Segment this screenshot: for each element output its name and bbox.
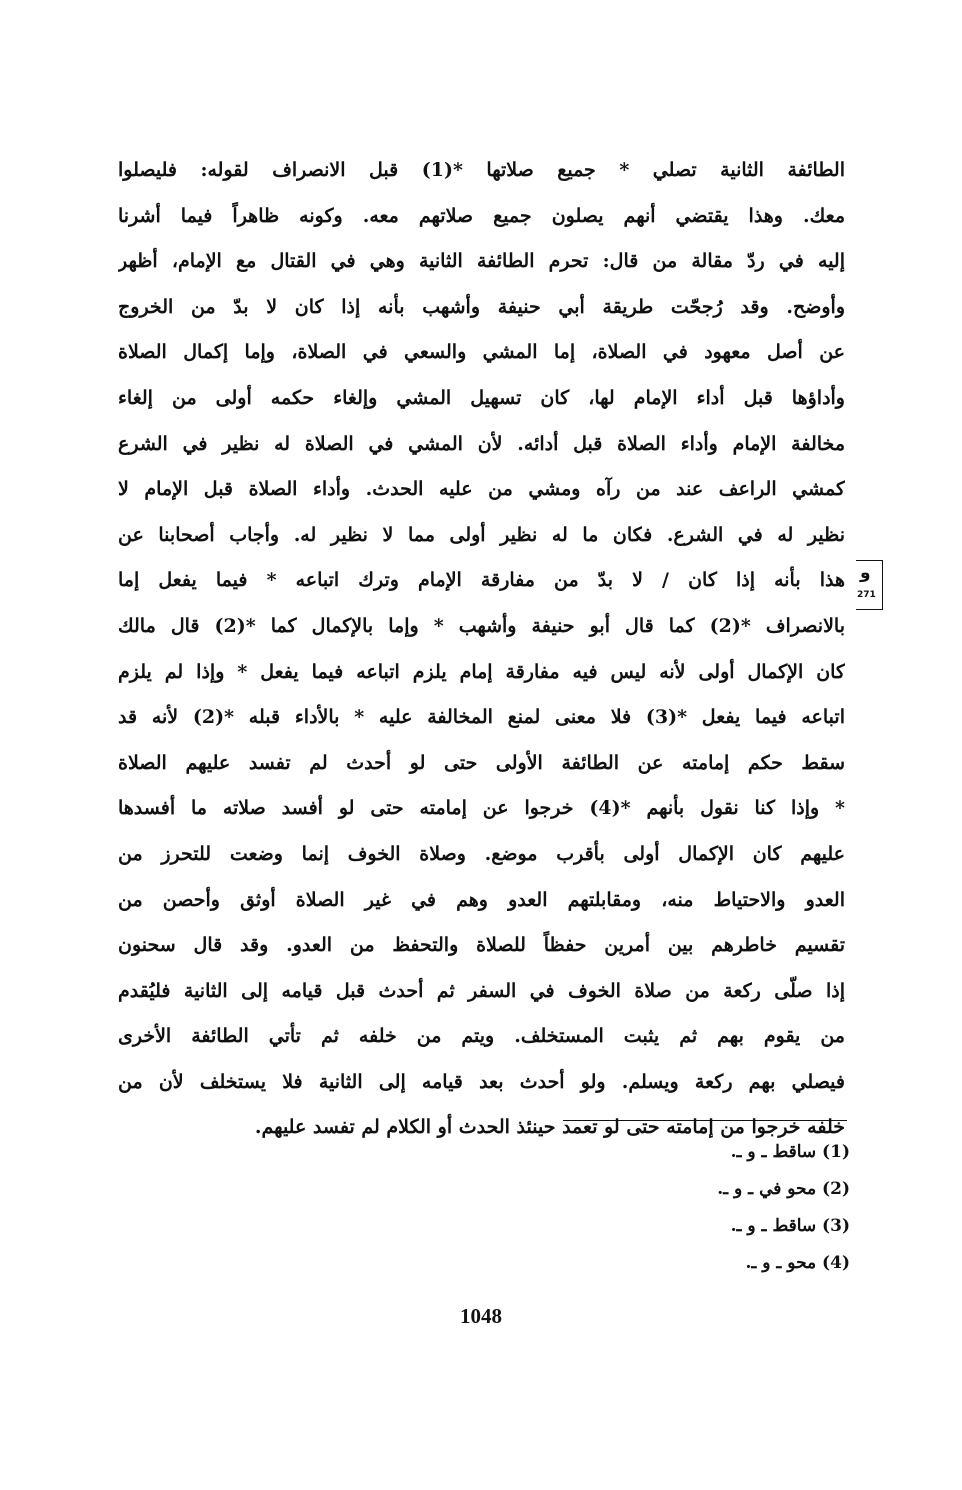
text-line: فيصلي بهم ركعة ويسلم. ولو أحدث بعد قيامه إلى الثانية فلا يستخلف لأن من — [118, 1070, 845, 1093]
text-line: سقط حكم إمامته عن الطائفة الأولى حتى لو أحدث لم تفسد عليهم الصلاة — [118, 751, 845, 774]
text-line: الطائفة الثانية تصلي * جميع صلاتها *(1) قبل الانصراف لقوله: فليصلوا — [118, 159, 845, 181]
text-line: وأداؤها قبل أداء الإمام لها، كان تسهيل المشي وإلغاء حكمه أولى من إلغاء — [118, 386, 845, 409]
manuscript-folio-marker — [856, 560, 883, 610]
text-line: اتباعه فيما يفعل *(3) فلا معنى لمنع المخالفة عليه * بالأداء قبله *(2) لأنه قد — [118, 706, 845, 729]
footnote-item: (4) محو ـ و ـ. — [745, 1253, 850, 1273]
text-line: هذا بأنه إذا كان / لا بدّ من مفارقة الإمام وترك اتباعه * فيما يفعل إما — [118, 569, 845, 592]
manuscript-folio-number: 271 — [857, 590, 876, 600]
text-line: من يقوم بهم ثم يثبت المستخلف. ويتم من خلفه ثم تأتي الطائفة الأخرى — [118, 1025, 845, 1048]
text-line: وأوضح. وقد رُجحّت طريقة أبي حنيفة وأشهب بأنه إذا كان لا بدّ من الخروج — [118, 295, 845, 318]
text-line: معك. وهذا يقتضي أنهم يصلون جميع صلاتهم معه. وكونه ظاهراً فيما أشرنا — [118, 204, 845, 227]
text-line: مخالفة الإمام وأداء الصلاة قبل أدائه. لأن المشي في الصلاة له نظير في الشرع — [118, 432, 845, 455]
text-line: كان الإكمال أولى لأنه ليس فيه مفارقة إمام يلزم اتباعه فيما يفعل * وإذا لم يلزم — [118, 660, 845, 683]
main-text-block — [118, 148, 845, 1151]
text-line: إذا صلّى ركعة من صلاة الخوف في السفر ثم أحدث قبل قيامه إلى الثانية فليُقدم — [118, 979, 845, 1002]
text-line: خلفه خرجوا من إمامته حتى لو تعمد حينئذ الحدث أو الكلام لم تفسد عليهم. — [254, 1116, 845, 1139]
footnote-divider — [563, 1120, 847, 1121]
footnotes — [550, 1134, 850, 1282]
text-line: عن أصل معهود في الصلاة، إما المشي والسعي في الصلاة، وإما إكمال الصلاة — [118, 341, 845, 364]
footnote-item: (3) ساقط ـ و ـ. — [730, 1216, 850, 1236]
text-line: تقسيم خاطرهم بين أمرين حفظاً للصلاة والتحفظ من العدو. وقد قال سحنون — [118, 934, 845, 957]
text-line: * وإذا كنا نقول بأنهم *(4) خرجوا عن إمامته حتى لو أفسد صلاته ما أفسدها — [118, 797, 845, 820]
text-line: كمشي الراعف عند من رآه ومشي من عليه الحدث. وأداء الصلاة قبل الإمام لا — [118, 478, 845, 501]
manuscript-letter: و — [860, 563, 871, 583]
page-number: 1048 — [460, 1304, 502, 1328]
text-line: إليه في ردّ مقالة من قال: تحرم الطائفة الثانية وهي في القتال مع الإمام، أظهر — [118, 250, 845, 273]
text-line: نظير له في الشرع. فكان ما له نظير أولى مما لا نظير له. وأجاب أصحابنا عن — [118, 523, 845, 546]
text-line: العدو والاحتياط منه، ومقابلتهم العدو وهم في غير الصلاة أوثق وأحصن من — [118, 888, 845, 911]
footnote-item: (2) محو في ـ و ـ. — [717, 1179, 850, 1199]
text-line: بالانصراف *(2) كما قال أبو حنيفة وأشهب * وإما بالإكمال كما *(2) قال مالك — [118, 614, 845, 637]
text-line: عليهم كان الإكمال أولى بأقرب موضع. وصلاة الخوف إنما وضعت للتحرز من — [118, 842, 845, 865]
footnote-item: (1) ساقط ـ و ـ. — [730, 1142, 850, 1162]
